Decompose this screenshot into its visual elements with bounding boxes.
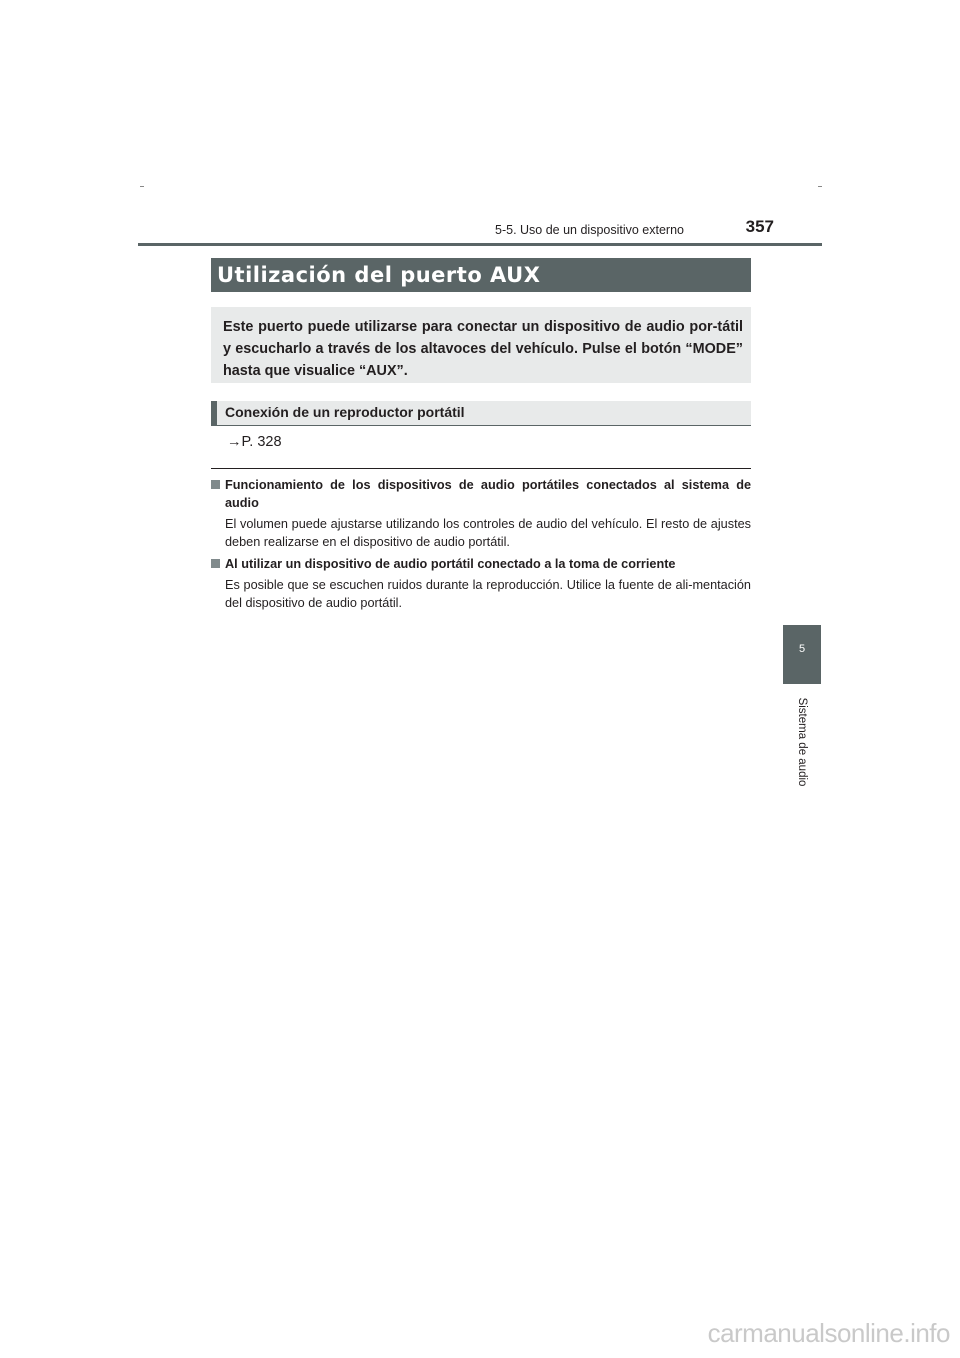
divider [211, 468, 751, 469]
notes-section [211, 476, 751, 616]
subheading-label: Conexión de un reproductor portátil [225, 404, 465, 420]
square-bullet-icon [211, 559, 220, 568]
page-header [138, 212, 822, 246]
note-item [211, 555, 751, 612]
crop-mark-right [818, 186, 822, 187]
crop-mark-left [140, 186, 144, 187]
intro-box: Este puerto puede utilizarse para conectar un dispositivo de audio por-tátil y escucharlo a través de los altavoces del vehículo. Pulse el botón “MODE” hasta que visualice “AUX”. [211, 307, 751, 383]
page-title: Utilización del puerto AUX [211, 258, 751, 292]
page-reference-link[interactable]: →P. 328 [227, 434, 282, 450]
note-title [211, 476, 751, 512]
note-title-text: Funcionamiento de los dispositivos de audio portátiles conectados al sistema de audio [225, 478, 751, 510]
note-item [211, 476, 751, 551]
note-title [211, 555, 751, 573]
page-number: 357 [745, 217, 774, 236]
chapter-title: Sistema de audio [796, 697, 808, 787]
note-body: El volumen puede ajustarse utilizando los controles de audio del vehículo. El resto de ajustes deben realizarse en el dispositivo de audio portátil. [225, 517, 751, 549]
section-title: 5-5. Uso de un dispositivo externo [495, 223, 684, 237]
note-body: Es posible que se escuchen ruidos durante la reproducción. Utilice la fuente de ali-mentación del dispositivo de audio portátil. [225, 578, 751, 610]
note-title-text: Al utilizar un dispositivo de audio portátil conectado a la toma de corriente [225, 557, 676, 571]
chapter-tab: 5 [783, 625, 821, 684]
subheading-accent [211, 401, 217, 425]
square-bullet-icon [211, 480, 220, 489]
watermark: carmanualsonline.info [707, 1318, 950, 1348]
subheading [211, 401, 751, 426]
